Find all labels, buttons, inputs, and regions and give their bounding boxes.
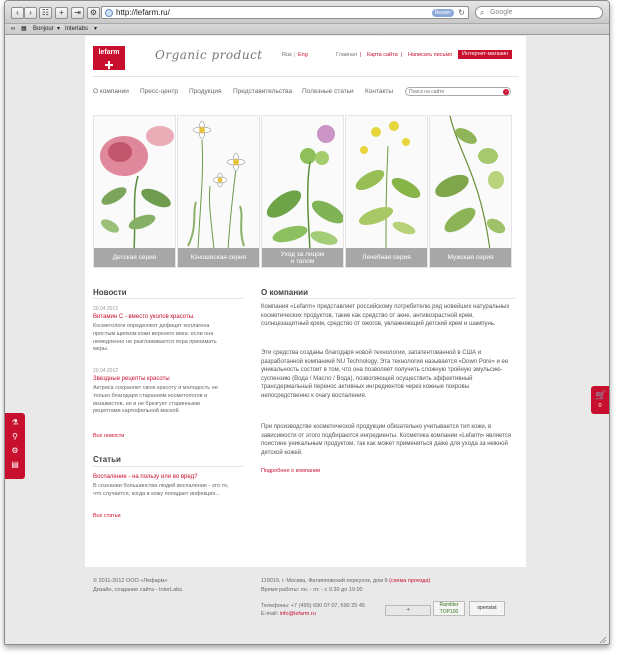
hours-text: Время работы: пн. - пт. - с 9.30 до 19.00 (261, 587, 363, 593)
globe-icon (105, 9, 113, 17)
bookmark-bonjour-chevron-icon: ▾ (57, 26, 61, 32)
series-tile-men[interactable] (429, 115, 512, 268)
news-date: 20.04.2012 (93, 306, 119, 312)
nav-products[interactable]: Продукция (189, 88, 222, 95)
news-divider (93, 298, 243, 299)
site-page (85, 36, 526, 567)
chamomile-illustration (178, 116, 260, 250)
forward-icon[interactable]: › (24, 7, 37, 19)
openstat-badge[interactable]: openstat (469, 601, 505, 616)
news-title-link[interactable]: Звездные рецепты красоты (93, 376, 170, 382)
browser-search-input[interactable] (475, 6, 603, 19)
site-tagline: Organic product (155, 48, 263, 62)
counter-arrow-icon: ➜ (405, 607, 411, 613)
cart-icon: 🛒 (595, 390, 607, 400)
back-icon[interactable]: ‹ (11, 7, 24, 19)
flask-icon[interactable]: ⚗ (11, 418, 19, 427)
email-label: E-mail: (261, 611, 279, 617)
bookmarks-bar (5, 24, 609, 35)
series-label-teen: Юношеская серия (178, 248, 259, 267)
series-label-face-body: Уход за лицом и телом (262, 248, 343, 267)
online-shop-button[interactable]: Интернет-магазин (458, 50, 512, 59)
news-excerpt (93, 385, 243, 416)
article-title-link[interactable]: Воспаление - на пользу или во вред? (93, 474, 198, 480)
reader-button[interactable]: Reader (432, 9, 454, 17)
document-icon[interactable]: ▤ (11, 460, 19, 469)
news-excerpt (93, 323, 243, 354)
bookmark-bonjour[interactable]: Bonjour (33, 26, 54, 32)
gear-icon[interactable]: ⚙ (11, 446, 19, 455)
link-separator-2: | (401, 52, 403, 58)
news-title-link[interactable]: Витамин С - вместо уколов красоты. (93, 314, 195, 320)
url-text: http://lefarm.ru/ (116, 8, 170, 17)
link-separator-1: | (360, 52, 362, 58)
all-articles-link[interactable]: Все статьи (93, 513, 121, 519)
cart-count: 0 (598, 403, 602, 409)
rambler-badge[interactable]: Rambler TOP100 (433, 601, 465, 616)
copyright-text: © 2011-2012 ООО «Лефарм» (93, 578, 168, 584)
write-letter-link[interactable]: Написать письмо (408, 52, 453, 58)
news-excerpt-line: визажистов, но и не брезгует старинными (93, 400, 200, 407)
lang-separator: | (294, 52, 296, 58)
about-divider (261, 298, 515, 299)
browser-search-placeholder: Google (490, 9, 513, 16)
article-excerpt-line: В сознании большинства людей воспаление - это то, (93, 483, 229, 489)
series-tile-face-body[interactable] (261, 115, 344, 268)
nav-articles[interactable]: Полезные статьи (302, 88, 354, 95)
series-label-kids: Детская серия (94, 248, 175, 267)
series-label-men: Мужская серия (430, 248, 511, 267)
settings-icon[interactable]: ⚙ (87, 7, 100, 19)
address-line (261, 577, 430, 585)
address-bar[interactable] (101, 6, 469, 19)
news-excerpt-line: рецептами картофельной маской. (93, 408, 181, 415)
site-footer (85, 577, 526, 643)
article-excerpt (93, 483, 253, 499)
articles-divider (93, 466, 243, 467)
phones-text: Телефоны: +7 (495) 690 07 07, 690 25 45 (261, 603, 365, 609)
home-link[interactable]: Главная (336, 52, 357, 58)
resize-grip-icon[interactable] (599, 636, 607, 644)
nav-press[interactable]: Пресс-центр (140, 88, 179, 95)
news-date: 20.04.2012 (93, 368, 119, 374)
about-heading: О компании (261, 288, 308, 297)
bookmark-interlabs-chevron-icon: ▾ (94, 26, 98, 32)
hops-illustration (430, 116, 512, 250)
news-excerpt-line: только благодаря стараниям косметологов и (93, 392, 208, 399)
sitemap-link[interactable]: Карта сайта (367, 52, 398, 58)
series-label-medical: Лечебная серия (346, 248, 427, 267)
email-link[interactable]: info@lefarm.ru (279, 611, 316, 617)
about-paragraph: Компания «Lefarm» представляет российскому потребителю ряд новейших натуральных косметических продуктов, такие как средство от акне, антивозрастной крем, солнцезащитный крем, средство от ожогов, увлажняющий детский крем и шампунь. (261, 304, 510, 327)
nav-offices[interactable]: Представительства (233, 88, 293, 95)
lang-eng-link[interactable]: Eng (298, 52, 308, 58)
rose-illustration (94, 116, 176, 250)
lab-icon[interactable]: ⚲ (12, 432, 18, 441)
logo-text: lefarm (98, 49, 120, 56)
lang-ru-link[interactable]: Rus (282, 52, 292, 58)
browser-toolbar (5, 1, 609, 24)
add-icon[interactable]: + (55, 7, 68, 19)
browser-window (4, 0, 610, 645)
share-icon[interactable]: ⇥ (71, 7, 84, 19)
nav-about[interactable]: О компании (93, 88, 129, 95)
cart-tab[interactable] (591, 386, 609, 414)
article-excerpt-line: что случается, когда в кожу попадает инфекция... (93, 490, 220, 497)
news-heading: Новости (93, 288, 127, 297)
design-credit-text: Дизайн, создание сайта - InterLabs. (93, 587, 184, 593)
bookmarks-icon[interactable]: ☷ (39, 7, 52, 19)
site-logo[interactable] (93, 46, 125, 70)
celandine-illustration (346, 116, 428, 250)
news-excerpt-line: меры. (93, 346, 109, 353)
address-text: 119019, г. Москва, Филипповский переулок, дом 9 (261, 578, 388, 584)
header-divider (93, 76, 519, 77)
top-sites-icon[interactable]: ▦ (21, 26, 27, 32)
news-excerpt-line: Косметологи определяют дефицит коллагена (93, 323, 210, 329)
articles-heading: Статьи (93, 455, 121, 464)
reading-list-icon[interactable]: ∞ (11, 26, 16, 32)
site-search-input[interactable] (405, 87, 511, 96)
bookmark-interlabs[interactable]: Interlabs (65, 26, 89, 32)
series-tile-kids[interactable] (93, 115, 176, 268)
page-viewport (5, 36, 609, 645)
news-excerpt-line: немедленно не разглаживается пора принимать (93, 338, 217, 345)
news-excerpt-line: Актриса сохраняет свою красоту и молодость не (93, 385, 218, 391)
nav-contacts[interactable]: Контакты (365, 88, 394, 95)
map-link[interactable]: (схема проезда) (389, 578, 431, 584)
all-news-link[interactable]: Все новости (93, 433, 125, 439)
more-about-link[interactable]: Подробнее о компании (261, 468, 321, 474)
search-icon: ⌕ (480, 8, 485, 17)
counter-badge[interactable] (385, 605, 431, 616)
side-toolbar (5, 413, 25, 479)
series-tile-medical[interactable] (345, 115, 428, 268)
cross-icon (105, 61, 113, 69)
about-paragraph: Эти средства созданы благодаря новой технологии, запатентованной в США и разработанной компанией NU Technology. Эта технология называется «Down Pore» и ее уникальность состоит в том, что она позволяет получить сложную тройную эмульсию-суспензию (Вода / Масло / Вода), позволяющей осуществить эффективный трансдермальный перенос активных ингредиентов через кожные покровы непосредственно к очагу воспаления. (261, 350, 509, 399)
reload-icon[interactable]: ↻ (458, 8, 465, 17)
news-excerpt-line: простым щипком кожи верхнего века: если она (93, 330, 214, 337)
burdock-illustration (262, 116, 344, 250)
email-line (261, 610, 316, 618)
series-tile-teen[interactable] (177, 115, 260, 268)
search-go-icon[interactable]: › (503, 89, 509, 95)
site-search-placeholder: Поиск на сайте (409, 89, 445, 95)
about-paragraph: При производстве косметической продукции обязательно учитывается тип кожи, в зависимости от этого подбираются ингредиенты. Косметика компании «Lefarm» является поистине уникальным продуктом, так как может применяться даже для ухода за нежной детской кожей. (261, 424, 512, 456)
